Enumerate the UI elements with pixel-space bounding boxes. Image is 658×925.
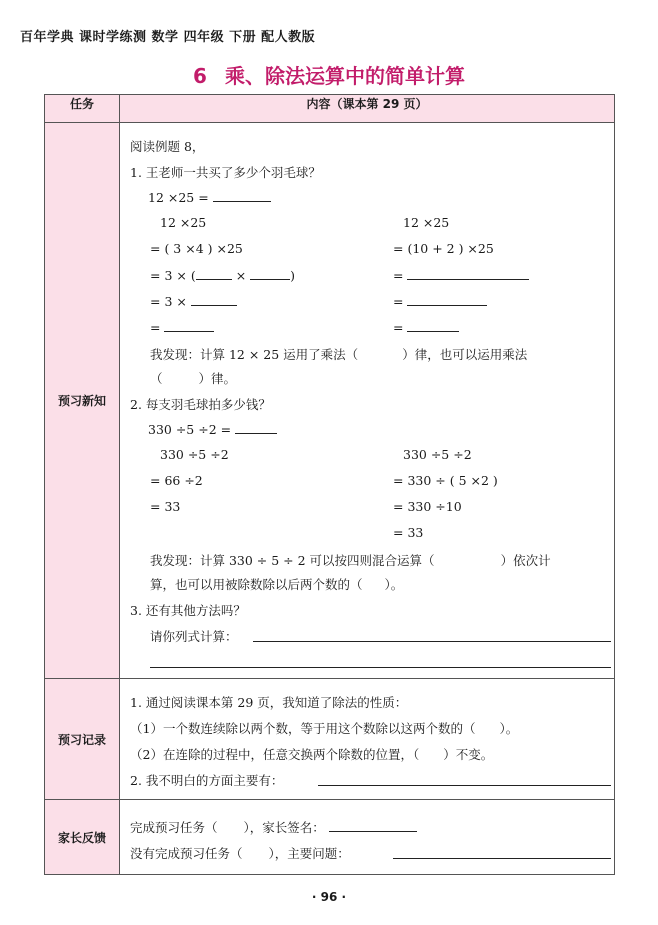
feedback-line-2a: 没有完成预习任务（ (130, 846, 243, 861)
page-number: · 96 · (311, 890, 347, 904)
record-line-2b: ）。 (499, 721, 519, 736)
answer-line[interactable] (253, 627, 611, 642)
answer-blank[interactable] (164, 319, 214, 332)
q2-equation (148, 421, 277, 437)
right-calc-line-5 (393, 319, 459, 335)
preview-table (44, 94, 615, 875)
question-3: 3. 还有其他方法吗？ (130, 603, 246, 618)
finding-1d: ）律。 (198, 371, 237, 386)
question-2: 2. 每支羽毛球拍多少钱？ (130, 397, 271, 412)
left-calc-3a: = 3 × ( (150, 268, 196, 283)
preview-content (120, 123, 614, 678)
parent-signature-blank[interactable] (329, 819, 417, 832)
feedback-line-2 (130, 844, 350, 862)
feedback-line-1a: 完成预习任务（ (130, 820, 218, 835)
answer-line[interactable] (318, 771, 611, 786)
record-line-4: 2. 我不明白的方面主要有： (130, 773, 284, 788)
left-calc-line-2: = ( 3 ×4 ) ×25 (150, 241, 243, 256)
finding-1a: 我发现：计算 12 × 25 运用了乘法（ (150, 347, 359, 362)
right-div-line-1: 330 ÷5 ÷2 (403, 447, 472, 462)
left-calc-line-5 (150, 319, 214, 335)
left-div-line-2: = 66 ÷2 (150, 473, 203, 488)
left-calc-line-4 (150, 293, 237, 309)
record-line-2 (130, 719, 518, 737)
right-div-line-4: = 33 (393, 525, 424, 540)
content-column-header: 内容（课本第 29 页） (120, 95, 615, 123)
preview-content-cell (120, 123, 615, 679)
finding-2 (150, 551, 551, 569)
left-calc-line-1: 12 ×25 (160, 215, 207, 230)
finding-2a: 我发现：计算 330 ÷ 5 ÷ 2 可以按四则混合运算（ (150, 553, 435, 568)
finding-1b: ）律，也可以运用乘法 (402, 347, 528, 362)
finding-2-cont (150, 575, 403, 593)
answer-blank[interactable] (213, 189, 271, 202)
feedback-content (120, 800, 614, 874)
record-line-3b: ）不变。 (443, 747, 494, 762)
intro-text: 阅读例题 8， (130, 139, 205, 154)
answer-line[interactable] (393, 844, 611, 859)
record-line-3a: （2）在连除的过程中，任意交换两个除数的位置，（ (130, 747, 420, 762)
lesson-title (0, 60, 658, 89)
finding-1c: （ (150, 371, 163, 386)
book-header: 百年学典 课时学练测 数学 四年级 下册 配人教版 (20, 30, 316, 45)
feedback-line-2b: ），主要问题： (268, 846, 350, 861)
record-content-cell (120, 679, 615, 800)
question-1: 1. 王老师一共买了多少个羽毛球？ (130, 165, 321, 180)
feedback-content-cell (120, 800, 615, 875)
left-calc-4: = 3 × (150, 294, 187, 309)
left-calc-5: = (150, 320, 161, 335)
lesson-number: 6 (193, 64, 207, 88)
answer-blank[interactable] (191, 293, 237, 306)
q1-equation-text: 12 ×25 = (148, 190, 209, 205)
answer-blank[interactable] (196, 267, 232, 280)
task-feedback-label: 家长反馈 (45, 800, 120, 875)
table-row (45, 123, 615, 679)
finding-1-cont (150, 369, 236, 387)
table-row (45, 800, 615, 875)
finding-2d: ）。 (384, 577, 404, 592)
answer-blank[interactable] (235, 421, 277, 434)
record-line-2a: （1）一个数连续除以两个数，等于用这个数除以这两个数的（ (130, 721, 476, 736)
answer-blank[interactable] (407, 267, 529, 280)
right-calc-line-3 (393, 267, 529, 283)
finding-2b: ）依次计 (500, 553, 551, 568)
right-div-line-3: = 330 ÷10 (393, 499, 462, 514)
answer-blank[interactable] (250, 267, 290, 280)
right-div-line-2: = 330 ÷ ( 5 ×2 ) (393, 473, 498, 488)
record-line-3 (130, 745, 493, 763)
answer-line[interactable] (150, 653, 611, 668)
q3-prompt (150, 627, 238, 645)
answer-blank[interactable] (407, 319, 459, 332)
feedback-line-1 (130, 818, 417, 836)
task-record-label: 预习记录 (45, 679, 120, 800)
left-div-line-1: 330 ÷5 ÷2 (160, 447, 229, 462)
right-calc-4: = (393, 294, 404, 309)
table-header-row (45, 95, 615, 123)
right-calc-3: = (393, 268, 404, 283)
q1-equation (148, 189, 271, 205)
right-calc-line-2: = (10 + 2 ) ×25 (393, 241, 494, 256)
task-column-header: 任务 (45, 95, 120, 123)
task-preview-label: 预习新知 (45, 123, 120, 679)
lesson-title-text: 乘、除法运算中的简单计算 (224, 64, 465, 88)
left-calc-line-3 (150, 267, 295, 283)
left-calc-3c: ) (290, 268, 296, 283)
record-content (120, 679, 614, 799)
record-line-1: 1. 通过阅读课本第 29 页，我知道了除法的性质： (130, 695, 408, 710)
table-row (45, 679, 615, 800)
left-div-line-3: = 33 (150, 499, 181, 514)
feedback-line-1b: ），家长签名： (243, 820, 325, 835)
right-calc-line-1: 12 ×25 (403, 215, 450, 230)
right-calc-5: = (393, 320, 404, 335)
left-calc-3b: × (235, 268, 247, 283)
finding-2c: 算，也可以用被除数除以后两个数的（ (150, 577, 363, 592)
right-calc-line-4 (393, 293, 487, 309)
finding-1 (150, 345, 527, 363)
q3-prompt-text: 请你列式计算： (150, 629, 238, 644)
answer-blank[interactable] (407, 293, 487, 306)
q2-equation-text: 330 ÷5 ÷2 = (148, 422, 232, 437)
